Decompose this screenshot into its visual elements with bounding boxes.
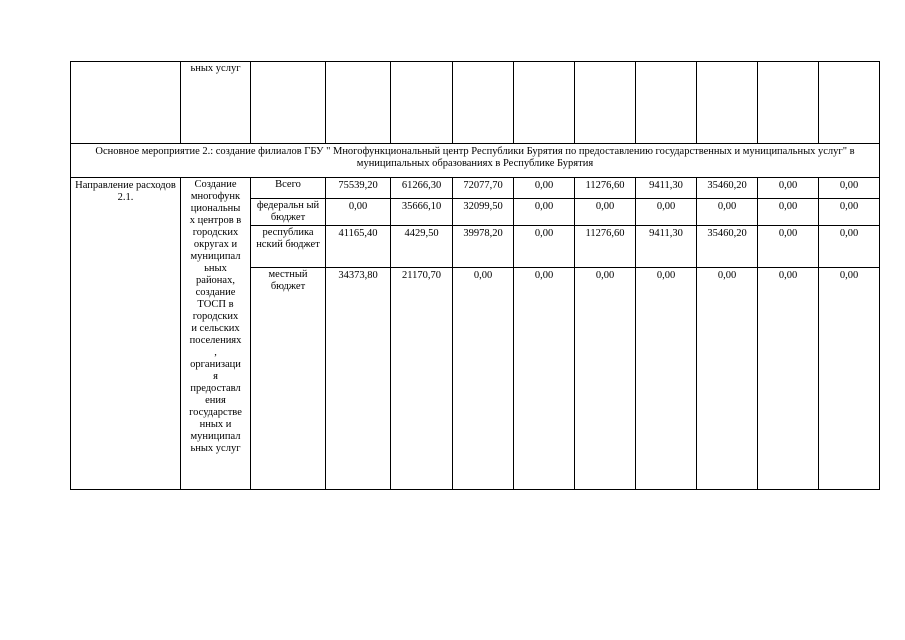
direction-name-line: я <box>213 371 218 382</box>
value-cell: 35460,20 <box>697 178 758 199</box>
direction-name-line: , <box>214 347 217 358</box>
direction-name-line: ТОСП в <box>197 299 234 310</box>
table-row <box>71 178 880 199</box>
value-cell: 0,00 <box>758 268 819 490</box>
value-cell: 75539,20 <box>326 178 391 199</box>
direction-name-line: предоставл <box>190 383 241 394</box>
value-cell: 0,00 <box>575 268 636 490</box>
empty-cell <box>819 62 880 144</box>
value-cell: 0,00 <box>819 178 880 199</box>
direction-name-line: городских <box>192 311 239 322</box>
value-cell: 0,00 <box>758 226 819 268</box>
value-cell: 0,00 <box>575 199 636 226</box>
direction-name <box>181 178 251 490</box>
value-cell: 9411,30 <box>636 178 697 199</box>
value-cell: 0,00 <box>514 268 575 490</box>
value-cell: 11276,60 <box>575 226 636 268</box>
budget-table <box>70 61 880 490</box>
empty-cell <box>391 62 453 144</box>
empty-cell <box>71 62 181 144</box>
value-cell: 0,00 <box>819 199 880 226</box>
budget-type-local: местный бюджет <box>251 268 326 490</box>
value-cell: 34373,80 <box>326 268 391 490</box>
value-cell: 0,00 <box>514 226 575 268</box>
value-cell: 61266,30 <box>391 178 453 199</box>
direction-name-line: ения <box>205 395 226 406</box>
budget-type-republican: республика нский бюджет <box>251 226 326 268</box>
value-cell: 0,00 <box>514 178 575 199</box>
direction-name-line: циональны <box>190 203 241 214</box>
direction-name-line: Создание <box>194 179 237 190</box>
top-name-tail: ьных услуг <box>181 62 251 144</box>
main-event-row <box>71 144 880 178</box>
direction-name-line: х центров в <box>189 215 242 226</box>
top-continuation-row <box>71 62 880 144</box>
value-cell: 0,00 <box>697 268 758 490</box>
direction-name-line: создание <box>195 287 236 298</box>
direction-name-line: ьных <box>204 263 227 274</box>
value-cell: 0,00 <box>636 268 697 490</box>
direction-label: Направление расходов 2.1. <box>71 178 181 490</box>
direction-name-line: муниципал <box>190 431 241 442</box>
direction-name-line: многофунк <box>190 191 241 202</box>
value-cell: 72077,70 <box>453 178 514 199</box>
empty-cell <box>575 62 636 144</box>
main-event-title: Основное мероприятие 2.: создание филиалов ГБУ " Многофункциональный центр Республики Бурятия по предоставлению государственных и муниципальных услуг" в муниципальных образованиях в Республике Бурятия <box>71 144 880 178</box>
value-cell: 0,00 <box>758 199 819 226</box>
value-cell: 9411,30 <box>636 226 697 268</box>
direction-name-line: и сельских <box>191 323 240 334</box>
direction-name-line: ьных услуг <box>190 443 241 454</box>
empty-cell <box>636 62 697 144</box>
empty-cell <box>326 62 391 144</box>
empty-cell <box>453 62 514 144</box>
empty-cell <box>758 62 819 144</box>
value-cell: 0,00 <box>819 268 880 490</box>
value-cell: 0,00 <box>819 226 880 268</box>
value-cell: 0,00 <box>453 268 514 490</box>
empty-cell <box>697 62 758 144</box>
value-cell: 35460,20 <box>697 226 758 268</box>
value-cell: 39978,20 <box>453 226 514 268</box>
direction-name-line: муниципал <box>190 251 241 262</box>
value-cell: 4429,50 <box>391 226 453 268</box>
value-cell: 35666,10 <box>391 199 453 226</box>
direction-name-line: округах и <box>193 239 238 250</box>
direction-name-line: районах, <box>196 275 235 286</box>
value-cell: 32099,50 <box>453 199 514 226</box>
empty-cell <box>514 62 575 144</box>
direction-name-line: поселениях <box>189 335 242 346</box>
value-cell: 0,00 <box>514 199 575 226</box>
direction-name-line: нных и <box>199 419 232 430</box>
empty-cell <box>251 62 326 144</box>
direction-name-line: организаци <box>190 359 241 370</box>
value-cell: 41165,40 <box>326 226 391 268</box>
value-cell: 0,00 <box>636 199 697 226</box>
budget-type-federal: федеральн ый бюджет <box>251 199 326 226</box>
budget-type-total: Всего <box>251 178 326 199</box>
value-cell: 11276,60 <box>575 178 636 199</box>
value-cell: 0,00 <box>758 178 819 199</box>
value-cell: 0,00 <box>326 199 391 226</box>
direction-name-line: городских <box>192 227 239 238</box>
direction-name-line: государстве <box>189 407 242 418</box>
value-cell: 0,00 <box>697 199 758 226</box>
value-cell: 21170,70 <box>391 268 453 490</box>
